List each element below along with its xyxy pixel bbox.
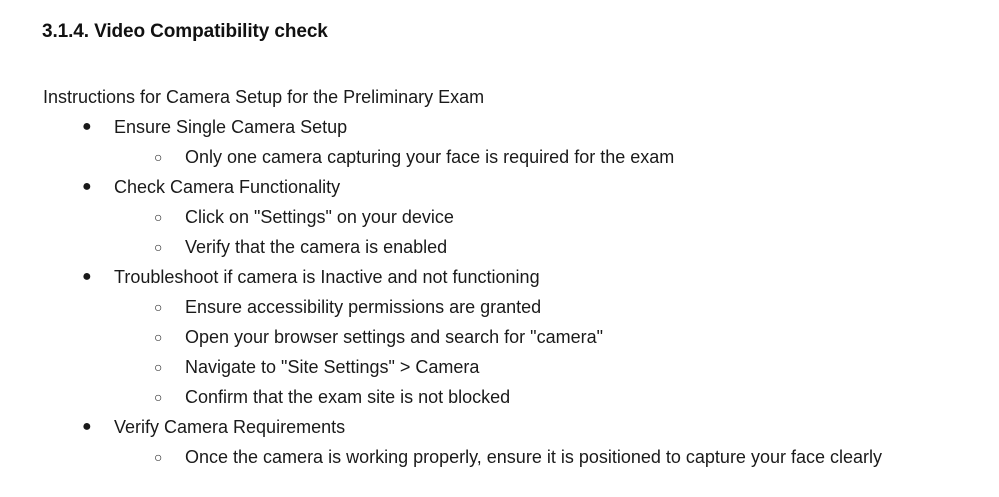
sub-list-item-label: Confirm that the exam site is not blocked (185, 387, 511, 407)
circle-bullet-icon: ○ (154, 329, 163, 345)
sub-list-item-label: Only one camera capturing your face is required for the exam (185, 147, 675, 167)
sub-list-item-label: Navigate to "Site Settings" > Camera (185, 357, 480, 377)
bullet-icon: ● (82, 268, 92, 285)
list-item (42, 112, 959, 172)
circle-bullet-icon: ○ (154, 449, 163, 465)
list-item-label: Troubleshoot if camera is Inactive and not functioning (114, 267, 540, 287)
circle-bullet-icon: ○ (154, 359, 163, 375)
circle-bullet-icon: ○ (154, 389, 163, 405)
sub-list-item (114, 202, 959, 232)
sub-list-item-label: Open your browser settings and search for "camera" (185, 327, 603, 347)
sub-list-item-label: Once the camera is working properly, ensure it is positioned to capture your face clearly (185, 447, 882, 467)
sub-list-item (114, 142, 959, 172)
intro-paragraph: Instructions for Camera Setup for the Preliminary Exam (43, 87, 485, 107)
sub-list (114, 202, 959, 262)
sub-list-item-label: Ensure accessibility permissions are granted (185, 297, 542, 317)
sub-list-item-label: Verify that the camera is enabled (185, 237, 448, 257)
list-item-label: Check Camera Functionality (114, 177, 341, 197)
circle-bullet-icon: ○ (154, 149, 163, 165)
heading-spacer (42, 46, 959, 82)
list-item (42, 262, 959, 412)
circle-bullet-icon: ○ (154, 209, 163, 225)
list-item-label: Ensure Single Camera Setup (114, 117, 348, 137)
page-title: 3.1.4. Video Compatibility check (42, 21, 328, 42)
list-item (42, 172, 959, 262)
sub-list-item (114, 232, 959, 262)
sub-list-item-label: Click on "Settings" on your device (185, 207, 454, 227)
sub-list-item (114, 322, 959, 352)
list-item-label: Verify Camera Requirements (114, 417, 346, 437)
circle-bullet-icon: ○ (154, 239, 163, 255)
sub-list-item (114, 352, 959, 382)
sub-list-item (114, 382, 959, 412)
instructions-list (42, 112, 959, 472)
sub-list (114, 442, 959, 472)
bullet-icon: ● (82, 118, 92, 135)
sub-list-item (114, 292, 959, 322)
sub-list (114, 292, 959, 412)
sub-list-item (114, 442, 959, 472)
list-item (42, 412, 959, 472)
bullet-icon: ● (82, 178, 92, 195)
bullet-icon: ● (82, 418, 92, 435)
circle-bullet-icon: ○ (154, 299, 163, 315)
sub-list (114, 142, 959, 172)
